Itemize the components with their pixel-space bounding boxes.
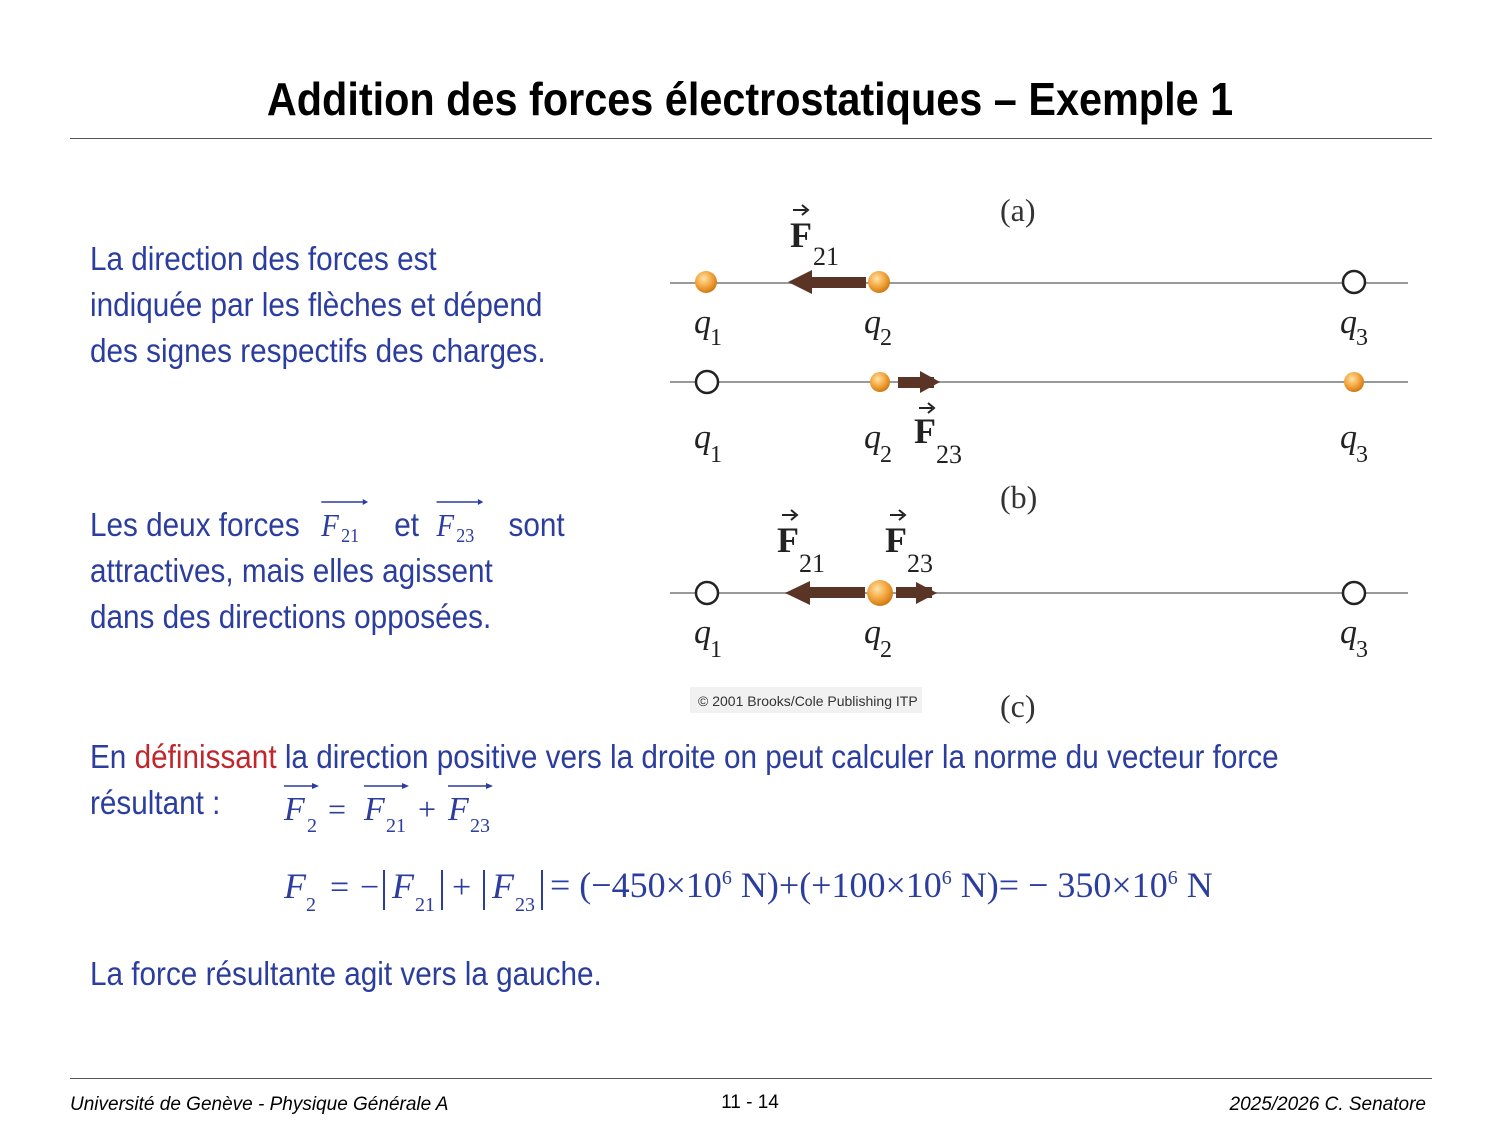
label-q1: q (694, 614, 711, 651)
svg-text:23: 23 (456, 525, 475, 548)
svg-text:F: F (284, 791, 305, 828)
paragraph-line (90, 734, 1279, 780)
label-q2: q (864, 614, 881, 651)
charge-q3 (1343, 271, 1365, 293)
svg-text:23: 23 (515, 894, 535, 916)
svg-text:F: F (492, 866, 514, 906)
label-q3-sub: 3 (1356, 442, 1368, 468)
page-number: 11 - 14 (721, 1092, 779, 1113)
paragraph-direction (90, 236, 546, 374)
copyright-text: © 2001 Brooks/Cole Publishing ITP (698, 693, 918, 709)
paragraph-text: Les deux forces (90, 506, 300, 543)
svg-text:2: 2 (307, 815, 317, 837)
scalar-equation (284, 856, 1344, 916)
svg-text:F: F (448, 791, 469, 828)
svg-text:21: 21 (813, 242, 839, 271)
footer-right: 2025/2026 C. Senatore (1229, 1094, 1426, 1115)
charge-q1 (696, 371, 718, 393)
charge-q3 (1343, 582, 1365, 604)
slide-title: Addition des forces électrostatiques – Exemple 1 (266, 73, 1234, 125)
svg-text:F: F (790, 215, 812, 255)
svg-text:F: F (777, 520, 799, 560)
svg-text:F: F (392, 866, 414, 906)
label-q1-sub: 1 (710, 442, 722, 468)
figure-label-a: (a) (1000, 192, 1036, 228)
label-q2: q (864, 304, 881, 341)
force-arrow-f21 (785, 581, 865, 605)
vector-sum-equation (278, 776, 518, 842)
svg-text:23: 23 (470, 815, 490, 837)
label-q3: q (1340, 614, 1357, 651)
svg-text:23: 23 (936, 440, 962, 469)
svg-text:−: − (360, 869, 380, 906)
paragraph-text: En (90, 738, 127, 775)
charge-q1 (696, 582, 718, 604)
svg-text:=: = (328, 791, 347, 827)
vector-f23-symbol (433, 494, 498, 550)
label-q2: q (864, 419, 881, 456)
paragraph-line-with-vectors (90, 502, 565, 548)
paragraph-text: sont (508, 506, 565, 543)
equation-term: = (−450×10 (550, 865, 722, 905)
paragraph-definition (90, 734, 1279, 826)
equation-term: N (1177, 865, 1213, 905)
paragraph-line: des signes respectifs des charges. (90, 332, 546, 369)
label-q3-sub: 3 (1356, 325, 1368, 351)
label-q2-sub: 2 (880, 442, 892, 468)
label-q2-sub: 2 (880, 325, 892, 351)
label-q3: q (1340, 419, 1357, 456)
exponent: 6 (1167, 867, 1178, 889)
footer-left: Université de Genève - Physique Générale A (70, 1094, 449, 1115)
paragraph-text: la direction positive vers la droite on peut calculer la norme du vecteur force (284, 738, 1279, 775)
paragraph-forces (90, 502, 565, 640)
vector-f21-symbol (318, 494, 383, 550)
exponent: 6 (941, 867, 952, 889)
vector-label-f21 (790, 205, 839, 271)
charge-q2 (867, 580, 893, 606)
force-arrow-f21 (788, 270, 866, 294)
svg-text:21: 21 (386, 815, 406, 837)
vector-label-f21 (777, 510, 825, 578)
label-q1: q (694, 304, 711, 341)
vector-f23 (433, 494, 498, 562)
svg-text:+: + (418, 791, 437, 827)
svg-text:F: F (914, 411, 936, 451)
svg-text:F: F (321, 507, 339, 544)
footer-divider (70, 1078, 1432, 1079)
paragraph-line: La direction des forces est (90, 240, 437, 277)
equation-term: N)= − 350×10 (951, 865, 1168, 905)
svg-text:F: F (885, 520, 907, 560)
paragraph-line: attractives, mais elles agissent (90, 552, 493, 589)
svg-text:21: 21 (415, 894, 435, 916)
force-arrow-f23 (898, 371, 940, 393)
svg-text:21: 21 (341, 525, 360, 548)
figure-label-c: (c) (1000, 688, 1036, 724)
paragraph-text: et (394, 506, 419, 543)
label-q1: q (694, 419, 711, 456)
equation-lhs (284, 856, 584, 916)
label-q1-sub: 1 (710, 325, 722, 351)
paragraph-line: dans des directions opposées. (90, 598, 492, 635)
charge-q1 (695, 271, 717, 293)
vector-label-f23 (885, 510, 933, 578)
svg-text:=: = (330, 869, 350, 906)
svg-text:2: 2 (306, 894, 316, 916)
charges-figure (660, 185, 1420, 725)
vector-f21 (318, 494, 383, 562)
title-divider (70, 138, 1432, 139)
label-q3-sub: 3 (1356, 637, 1368, 663)
paragraph-conclusion: La force résultante agit vers la gauche. (90, 955, 602, 992)
label-q2-sub: 2 (880, 637, 892, 663)
svg-text:F: F (284, 866, 306, 906)
svg-text:21: 21 (799, 549, 825, 578)
paragraph-line: résultant : (90, 784, 221, 821)
svg-text:23: 23 (907, 549, 933, 578)
svg-text:+: + (452, 869, 472, 906)
figure-label-b: (b) (1000, 479, 1038, 515)
svg-text:F: F (364, 791, 385, 828)
svg-text:F: F (436, 507, 455, 544)
label-q1-sub: 1 (710, 637, 722, 663)
paragraph-line: indiquée par les flèches et dépend (90, 286, 543, 323)
charge-q3 (1344, 372, 1364, 392)
charge-q2 (870, 372, 890, 392)
label-q3: q (1340, 304, 1357, 341)
equation-rhs (550, 864, 1213, 906)
highlight-word: définissant (134, 738, 277, 775)
exponent: 6 (721, 867, 732, 889)
force-arrow-f23 (896, 582, 937, 604)
vector-label-f23 (914, 403, 962, 469)
charge-q2 (868, 271, 890, 293)
equation-term: N)+(+100×10 (731, 865, 942, 905)
